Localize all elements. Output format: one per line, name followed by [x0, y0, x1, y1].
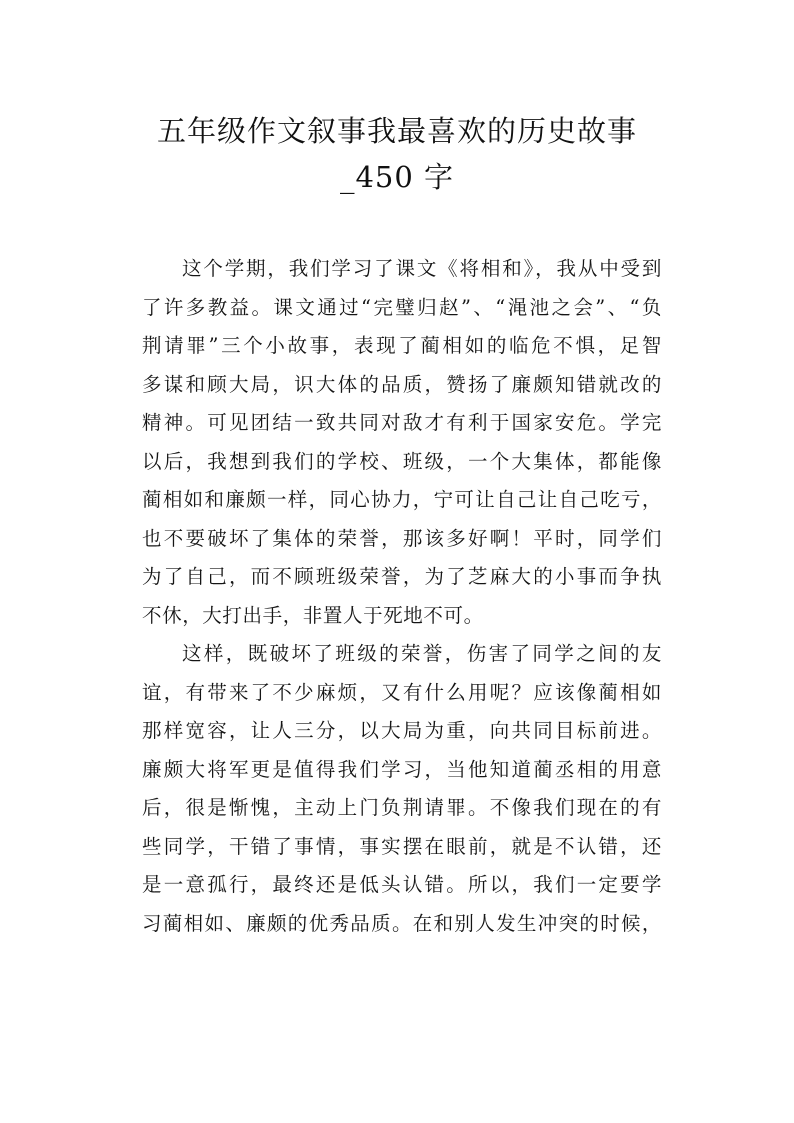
- body-line: 谊，有带来了不少麻烦，又有什么用呢？应该像蔺相如: [142, 680, 662, 704]
- body-line: 也不要破坏了集体的荣誉，那该多好啊！平时，同学们: [142, 526, 662, 550]
- body-line: 这个学期，我们学习了课文《将相和》，我从中受到: [182, 257, 662, 280]
- body-line: 以后，我想到我们的学校、班级，一个大集体，都能像: [142, 449, 662, 473]
- body-line: 这样，既破坏了班级的荣誉，伤害了同学之间的友: [182, 642, 662, 665]
- essay-body: [142, 250, 662, 943]
- body-line: 了许多教益。课文通过“完璧归赵”、“渑池之会”、“负: [142, 295, 662, 319]
- body-line: 精神。可见团结一致共同对敌才有利于国家安危。学完: [142, 411, 662, 434]
- body-line: 些同学，干错了事情，事实摆在眼前，就是不认错，还: [142, 834, 662, 858]
- body-line: 后，很是惭愧，主动上门负荆请罪。不像我们现在的有: [142, 796, 662, 819]
- body-line: 是一意孤行，最终还是低头认错。所以，我们一定要学: [142, 873, 662, 896]
- body-line: 为了自己，而不顾班级荣誉，为了芝麻大的小事而争执: [142, 565, 662, 588]
- title-line-1: 五年级作文叙事我最喜欢的历史故事: [156, 114, 637, 148]
- body-line: 习蔺相如、廉颇的优秀品质。在和别人发生冲突的时候，: [142, 911, 662, 935]
- document-title: [0, 108, 794, 200]
- body-line: 荆请罪”三个小故事，表现了蔺相如的临危不惧，足智: [142, 334, 662, 357]
- body-line: 多谋和顾大局，识大体的品质，赞扬了廉颇知错就改的: [142, 372, 662, 396]
- body-line: 不休，大打出手，非置人于死地不可。: [142, 603, 484, 627]
- body-line: 廉颇大将军更是值得我们学习，当他知道蔺丞相的用意: [142, 757, 662, 781]
- body-line: 那样宽容，让人三分，以大局为重，向共同目标前进。: [142, 719, 662, 742]
- title-line-2: _450 字: [339, 160, 455, 194]
- body-line: 蔺相如和廉颇一样，同心协力，宁可让自己让自己吃亏，: [142, 488, 662, 511]
